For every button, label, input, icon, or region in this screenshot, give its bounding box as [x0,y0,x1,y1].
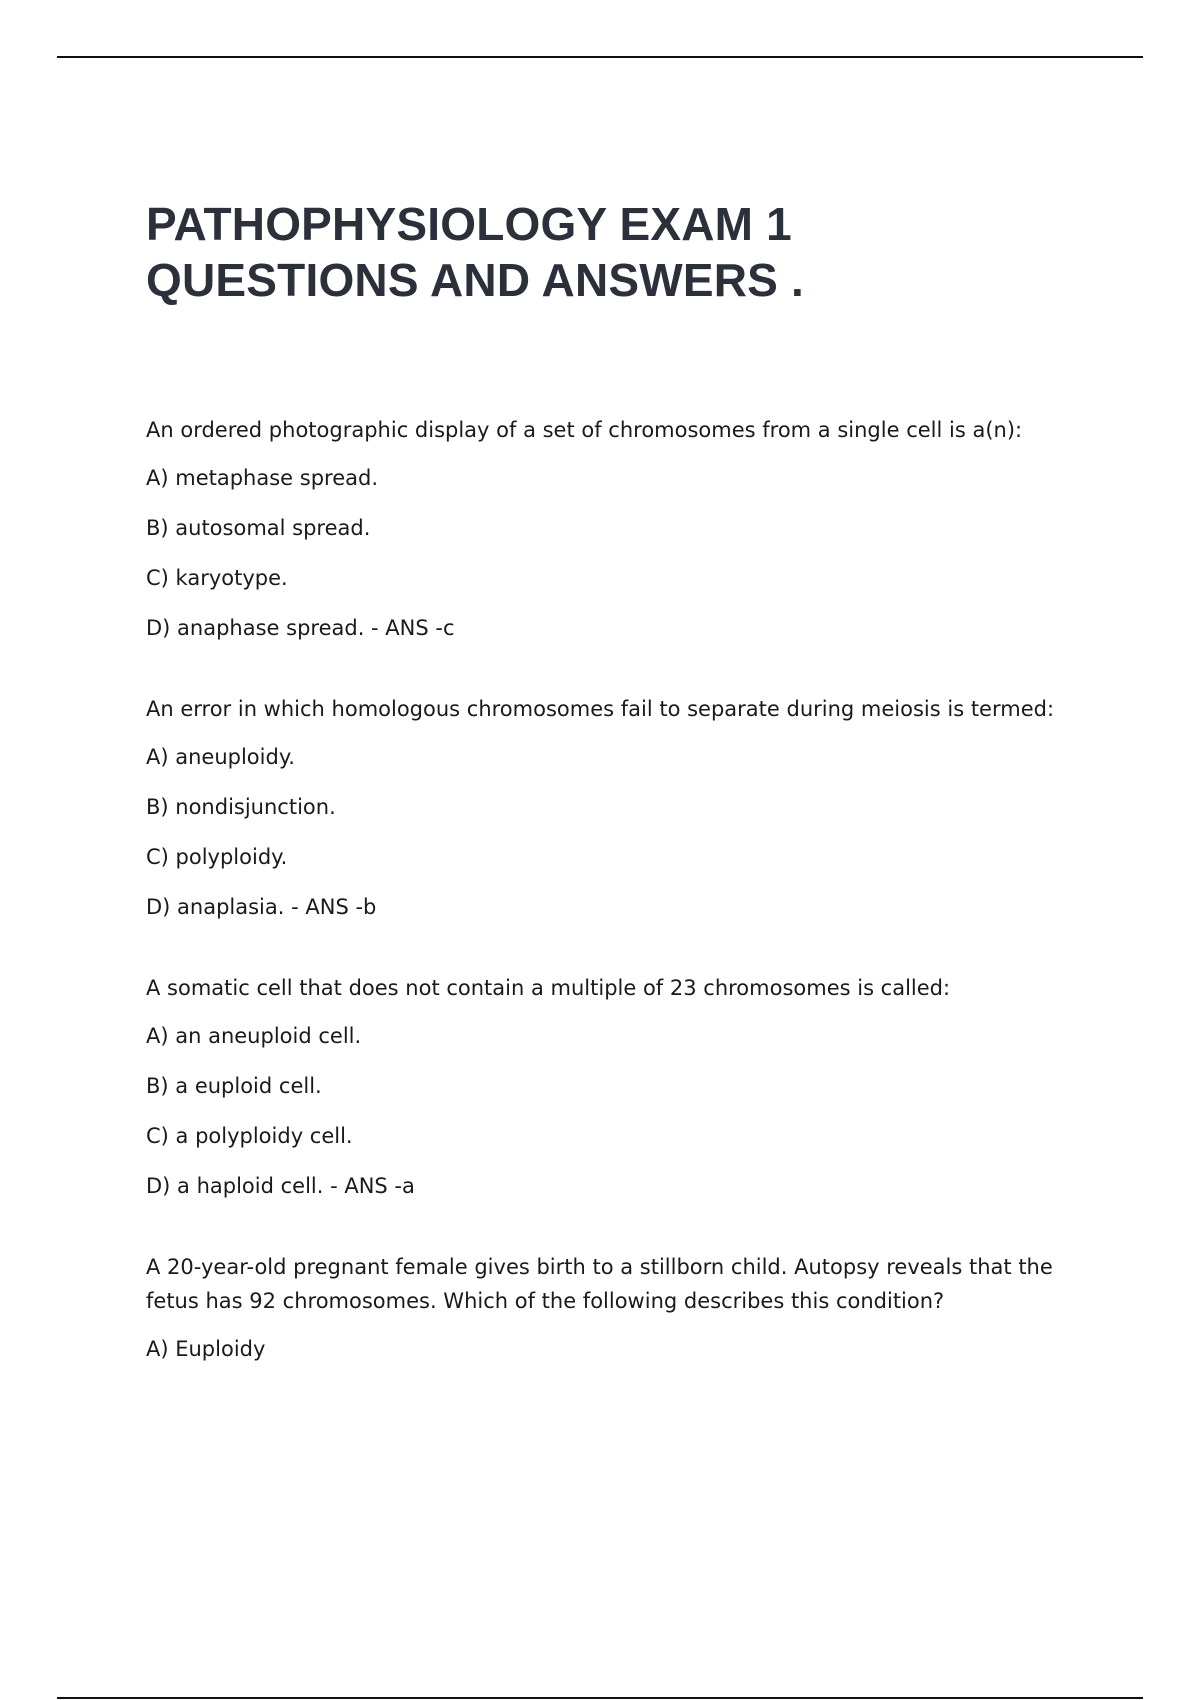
answer-option: D) a haploid cell. - ANS -a [146,1174,415,1198]
question-block [146,692,1086,922]
question-block [146,413,1086,643]
answer-option: D) anaplasia. - ANS -b [146,895,377,919]
question-text: A 20-year-old pregnant female gives birth to a stillborn child. Autopsy reveals that the fetus has 92 chromosomes. Which of the following describes this condition? [146,1255,1053,1313]
answer-option: C) karyotype. [146,566,288,590]
bottom-rule [57,1697,1143,1699]
answer-option: C) a polyploidy cell. [146,1124,353,1148]
title-line: QUESTIONS AND ANSWERS . [146,254,805,306]
question-text: A somatic cell that does not contain a multiple of 23 chromosomes is called: [146,976,951,1000]
question-text: An error in which homologous chromosomes fail to separate during meiosis is termed: [146,697,1055,721]
answer-option: C) polyploidy. [146,845,288,869]
question-block [146,1250,1086,1364]
question-list [146,413,1086,1364]
question-block [146,971,1086,1201]
page-content [146,196,1086,1413]
page-title [146,196,1086,308]
answer-option: A) metaphase spread. [146,466,378,490]
top-rule [57,56,1143,58]
answer-option: B) a euploid cell. [146,1074,322,1098]
answer-option: B) autosomal spread. [146,516,371,540]
answer-option: A) aneuploidy. [146,745,295,769]
answer-option: D) anaphase spread. - ANS -c [146,616,455,640]
answer-option: A) an aneuploid cell. [146,1024,362,1048]
answer-option: A) Euploidy [146,1337,266,1361]
question-text: An ordered photographic display of a set of chromosomes from a single cell is a(n): [146,418,1023,442]
title-line: PATHOPHYSIOLOGY EXAM 1 [146,198,792,250]
answer-option: B) nondisjunction. [146,795,336,819]
